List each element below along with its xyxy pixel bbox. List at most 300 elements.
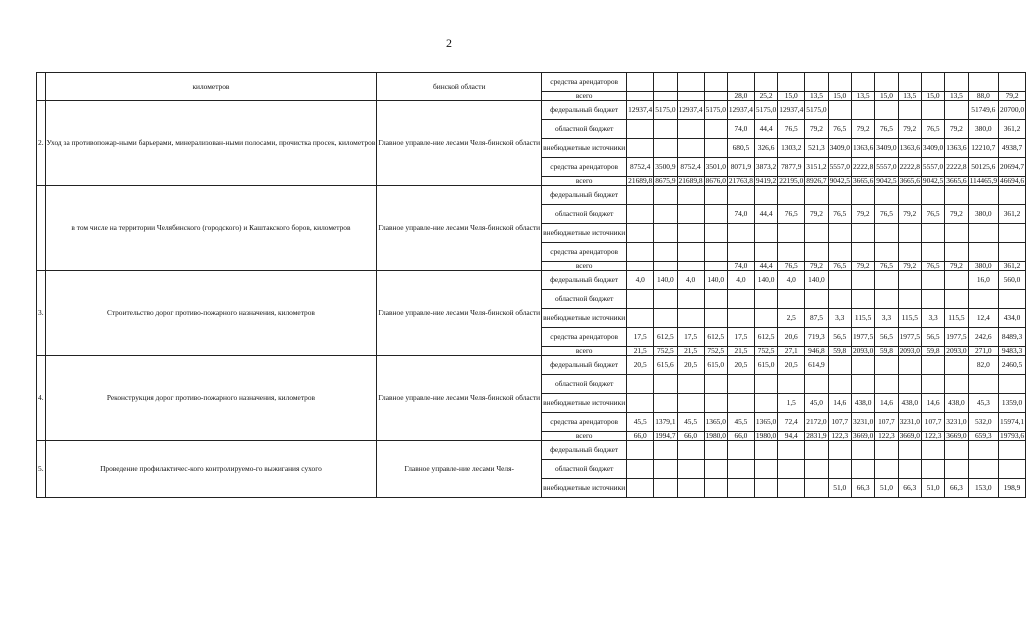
value-cell: 3409,0 — [828, 139, 851, 158]
value-cell: 20,5 — [677, 356, 704, 375]
value-cell — [999, 186, 1026, 205]
value-cell: 22195,0 — [779, 176, 804, 185]
value-cell: 79,2 — [898, 205, 921, 224]
value-cell — [654, 394, 677, 413]
value-cell: 72,4 — [778, 413, 805, 432]
value-cell: 21689,8 — [628, 176, 653, 185]
value-cell: 380,0 — [968, 262, 998, 271]
value-cell: 752,5 — [754, 347, 777, 356]
value-cell: 20700,0 — [999, 101, 1026, 120]
value-cell: 76,5 — [875, 262, 898, 271]
value-cell: 15974,1 — [999, 413, 1026, 432]
value-cell — [875, 290, 898, 309]
value-cell: 21,5 — [627, 347, 654, 356]
value-cell: 4938,7 — [999, 139, 1026, 158]
funding-source: средства арендаторов — [542, 243, 627, 262]
funding-source: внебюджетные источники — [542, 309, 627, 328]
value-cell: 434,0 — [999, 309, 1026, 328]
value-cell: 5557,0 — [921, 158, 944, 177]
value-cell: 8071,9 — [727, 158, 754, 177]
value-cell — [875, 441, 898, 460]
value-cell: 7877,9 — [778, 158, 805, 177]
value-cell: 46694,6 — [1000, 176, 1025, 185]
value-cell — [704, 309, 727, 328]
value-cell: 1365,0 — [704, 413, 727, 432]
value-cell — [805, 186, 828, 205]
value-cell: 271,0 — [968, 347, 998, 356]
value-cell — [627, 120, 654, 139]
value-cell — [677, 224, 704, 243]
value-cell — [704, 290, 727, 309]
value-cell — [627, 205, 654, 224]
value-cell — [677, 290, 704, 309]
value-cell: 51,0 — [828, 479, 851, 498]
value-cell — [921, 375, 944, 394]
value-cell: 2222,8 — [851, 158, 874, 177]
value-cell — [945, 271, 968, 290]
value-cell — [921, 73, 944, 92]
value-cell: 14,6 — [875, 394, 898, 413]
executor-name: Главное управле-ние лесами Челя-бинской области — [377, 101, 542, 186]
value-cell — [778, 375, 805, 394]
value-cell — [754, 186, 777, 205]
value-cell — [875, 375, 898, 394]
value-cell — [627, 186, 654, 205]
funding-source: областной бюджет — [542, 460, 627, 479]
value-cell: 3665,6 — [852, 176, 874, 185]
value-cell — [945, 186, 968, 205]
value-cell — [654, 290, 677, 309]
value-cell — [677, 92, 704, 101]
value-cell: 3231,0 — [851, 413, 874, 432]
value-cell: 1363,6 — [898, 139, 921, 158]
value-cell — [921, 224, 944, 243]
value-cell — [875, 101, 898, 120]
value-cell — [828, 356, 851, 375]
activity-name: Уход за противопожар-ными барьерами, минерализован-ными полосами, прочистка просек, километров — [45, 101, 377, 186]
value-cell: 3,3 — [921, 309, 944, 328]
value-cell — [754, 290, 777, 309]
value-cell — [875, 73, 898, 92]
value-cell — [704, 186, 727, 205]
value-cell — [945, 375, 968, 394]
value-cell: 21763,8 — [728, 176, 753, 185]
funding-source: внебюджетные источники — [542, 224, 627, 243]
value-cell — [627, 375, 654, 394]
value-cell: 1363,6 — [945, 139, 968, 158]
value-cell — [654, 186, 677, 205]
value-cell: 3669,0 — [852, 431, 874, 440]
value-cell: 107,7 — [875, 413, 898, 432]
value-cell: 51,0 — [921, 479, 944, 498]
value-cell: 612,5 — [704, 328, 727, 347]
value-cell: 79,2 — [851, 120, 874, 139]
value-cell: 66,0 — [727, 432, 754, 441]
value-cell — [704, 394, 727, 413]
value-cell: 1994,7 — [655, 431, 676, 440]
value-cell — [754, 243, 777, 262]
value-cell: 659,3 — [968, 432, 998, 441]
value-cell: 9042,5 — [922, 176, 944, 185]
executor-name: Главное управле-ние лесами Челя-бинской области — [377, 271, 542, 356]
value-cell — [898, 375, 921, 394]
value-cell — [828, 224, 851, 243]
value-cell — [704, 479, 727, 498]
value-cell: 3669,0 — [946, 431, 967, 440]
value-cell — [805, 460, 828, 479]
value-cell: 79,2 — [851, 262, 874, 271]
value-cell: 12,4 — [968, 309, 998, 328]
value-cell — [654, 441, 677, 460]
value-cell — [828, 73, 851, 92]
value-cell: 615,6 — [654, 356, 677, 375]
value-cell — [999, 290, 1026, 309]
value-cell — [875, 186, 898, 205]
value-cell: 76,5 — [921, 120, 944, 139]
value-cell: 20,5 — [727, 356, 754, 375]
value-cell: 66,3 — [945, 479, 968, 498]
value-cell: 8752,4 — [627, 158, 654, 177]
value-cell: 74,0 — [727, 205, 754, 224]
value-cell — [727, 309, 754, 328]
value-cell: 51,0 — [875, 479, 898, 498]
value-cell: 74,0 — [727, 120, 754, 139]
funding-source: областной бюджет — [542, 120, 627, 139]
value-cell — [828, 290, 851, 309]
value-cell: 122,3 — [921, 432, 944, 441]
value-cell: 1977,5 — [898, 328, 921, 347]
value-cell — [704, 243, 727, 262]
value-cell — [677, 375, 704, 394]
value-cell: 66,3 — [851, 479, 874, 498]
value-cell: 1,5 — [778, 394, 805, 413]
value-cell — [851, 243, 874, 262]
value-cell: 2093,0 — [946, 346, 967, 355]
value-cell: 76,5 — [875, 120, 898, 139]
value-cell — [851, 271, 874, 290]
value-cell: 438,0 — [851, 394, 874, 413]
value-cell: 9042,5 — [876, 176, 897, 185]
value-cell — [704, 120, 727, 139]
value-cell: 1363,6 — [851, 139, 874, 158]
table-row — [37, 73, 1026, 92]
value-cell — [898, 356, 921, 375]
value-cell — [627, 441, 654, 460]
value-cell: 107,7 — [828, 413, 851, 432]
value-cell — [945, 460, 968, 479]
activity-name: в том числе на территории Челябинского (городского) и Каштакского боров, километров — [45, 186, 377, 271]
value-cell — [727, 394, 754, 413]
value-cell: 15,0 — [778, 92, 805, 101]
value-cell: 3669,0 — [899, 431, 920, 440]
value-cell: 2222,8 — [945, 158, 968, 177]
value-cell: 8675,9 — [655, 176, 676, 185]
value-cell — [945, 101, 968, 120]
value-cell: 17,5 — [677, 328, 704, 347]
row-index — [37, 73, 46, 101]
value-cell — [727, 441, 754, 460]
value-cell — [921, 243, 944, 262]
value-cell — [754, 309, 777, 328]
value-cell — [778, 460, 805, 479]
value-cell: 13,5 — [805, 92, 828, 101]
value-cell — [654, 205, 677, 224]
value-cell — [968, 375, 998, 394]
value-cell: 3665,6 — [946, 176, 967, 185]
value-cell — [828, 271, 851, 290]
funding-source: федеральный бюджет — [542, 101, 627, 120]
value-cell: 612,5 — [754, 328, 777, 347]
funding-source: средства арендаторов — [542, 158, 627, 177]
value-cell: 612,5 — [654, 328, 677, 347]
value-cell: 107,7 — [921, 413, 944, 432]
value-cell: 50125,6 — [968, 158, 998, 177]
value-cell: 2093,0 — [899, 346, 920, 355]
funding-source: всего — [542, 92, 627, 101]
value-cell: 2,5 — [778, 309, 805, 328]
value-cell: 361,2 — [999, 120, 1026, 139]
value-cell: 115,5 — [851, 309, 874, 328]
value-cell: 361,2 — [999, 262, 1026, 271]
value-cell: 115,5 — [945, 309, 968, 328]
value-cell: 16,0 — [968, 271, 998, 290]
value-cell — [999, 224, 1026, 243]
value-cell: 20,5 — [627, 356, 654, 375]
value-cell — [754, 73, 777, 92]
value-cell: 1977,5 — [851, 328, 874, 347]
value-cell — [921, 441, 944, 460]
value-cell: 79,2 — [999, 92, 1026, 101]
value-cell — [945, 224, 968, 243]
value-cell — [851, 186, 874, 205]
value-cell: 3231,0 — [898, 413, 921, 432]
value-cell — [627, 460, 654, 479]
value-cell — [999, 243, 1026, 262]
value-cell — [778, 73, 805, 92]
value-cell: 20,5 — [778, 356, 805, 375]
value-cell — [968, 290, 998, 309]
value-cell: 9419,2 — [755, 176, 777, 185]
funding-source: федеральный бюджет — [542, 271, 627, 290]
value-cell: 79,2 — [945, 205, 968, 224]
table-row — [37, 186, 1026, 205]
value-cell: 59,8 — [828, 347, 851, 356]
value-cell — [945, 356, 968, 375]
value-cell — [677, 120, 704, 139]
value-cell — [627, 309, 654, 328]
table-row — [37, 271, 1026, 290]
value-cell: 3409,0 — [875, 139, 898, 158]
funding-source: всего — [542, 262, 627, 271]
value-cell — [677, 186, 704, 205]
value-cell: 20,6 — [778, 328, 805, 347]
value-cell: 79,2 — [898, 120, 921, 139]
value-cell — [778, 479, 805, 498]
value-cell — [704, 375, 727, 394]
value-cell — [654, 73, 677, 92]
value-cell: 3500,9 — [654, 158, 677, 177]
value-cell: 15,0 — [828, 92, 851, 101]
funding-source: средства арендаторов — [542, 413, 627, 432]
value-cell: 3665,6 — [899, 176, 920, 185]
value-cell: 79,2 — [945, 262, 968, 271]
value-cell — [805, 375, 828, 394]
value-cell: 1359,0 — [999, 394, 1026, 413]
value-cell — [704, 92, 727, 101]
value-cell: 198,9 — [999, 479, 1026, 498]
value-cell — [727, 290, 754, 309]
value-cell: 326,6 — [754, 139, 777, 158]
value-cell: 88,0 — [968, 92, 998, 101]
value-cell: 4,0 — [727, 271, 754, 290]
value-cell: 59,8 — [921, 347, 944, 356]
value-cell: 438,0 — [945, 394, 968, 413]
value-cell — [898, 243, 921, 262]
value-cell — [627, 262, 654, 271]
value-cell — [677, 441, 704, 460]
value-cell: 615,0 — [754, 356, 777, 375]
value-cell — [727, 460, 754, 479]
value-cell — [851, 460, 874, 479]
value-cell — [627, 394, 654, 413]
value-cell: 8676,0 — [705, 176, 726, 185]
value-cell — [875, 243, 898, 262]
value-cell: 5557,0 — [875, 158, 898, 177]
value-cell — [851, 356, 874, 375]
value-cell: 2172,0 — [805, 413, 828, 432]
value-cell: 1980,0 — [755, 431, 777, 440]
value-cell — [704, 224, 727, 243]
value-cell: 45,5 — [627, 413, 654, 432]
value-cell — [851, 290, 874, 309]
value-cell: 9042,5 — [829, 176, 850, 185]
value-cell — [921, 271, 944, 290]
value-cell — [875, 271, 898, 290]
row-index: 3. — [37, 271, 46, 356]
value-cell: 13,5 — [945, 92, 968, 101]
funding-source: областной бюджет — [542, 290, 627, 309]
value-cell: 752,5 — [704, 347, 727, 356]
value-cell: 140,0 — [704, 271, 727, 290]
value-cell: 79,2 — [805, 205, 828, 224]
value-cell — [727, 186, 754, 205]
value-cell: 2831,9 — [806, 431, 827, 440]
value-cell: 3409,0 — [921, 139, 944, 158]
value-cell: 2460,5 — [999, 356, 1026, 375]
value-cell: 1379,1 — [654, 413, 677, 432]
value-cell: 74,0 — [727, 262, 754, 271]
funding-source: внебюджетные источники — [542, 394, 627, 413]
value-cell — [727, 243, 754, 262]
value-cell: 82,0 — [968, 356, 998, 375]
value-cell: 59,8 — [875, 347, 898, 356]
value-cell — [968, 441, 998, 460]
value-cell: 79,2 — [805, 262, 828, 271]
value-cell — [898, 460, 921, 479]
value-cell: 140,0 — [754, 271, 777, 290]
value-cell — [828, 186, 851, 205]
page-number: 2 — [446, 36, 452, 50]
value-cell — [968, 460, 998, 479]
value-cell — [654, 92, 677, 101]
value-cell — [945, 441, 968, 460]
value-cell: 521,3 — [805, 139, 828, 158]
value-cell: 45,3 — [968, 394, 998, 413]
value-cell: 20694,7 — [999, 158, 1026, 177]
value-cell: 94,4 — [778, 432, 805, 441]
value-cell: 44,4 — [754, 262, 777, 271]
value-cell — [968, 186, 998, 205]
value-cell: 3,3 — [828, 309, 851, 328]
value-cell: 76,5 — [921, 205, 944, 224]
value-cell — [754, 224, 777, 243]
value-cell — [945, 73, 968, 92]
value-cell: 115,5 — [898, 309, 921, 328]
value-cell: 56,5 — [875, 328, 898, 347]
value-cell — [654, 479, 677, 498]
value-cell — [999, 441, 1026, 460]
funding-source: федеральный бюджет — [542, 356, 627, 375]
value-cell: 1980,0 — [705, 431, 726, 440]
value-cell: 13,5 — [898, 92, 921, 101]
value-cell — [805, 243, 828, 262]
activity-name: Строительство дорог противо-пожарного назначения, километров — [45, 271, 377, 356]
value-cell: 2222,8 — [898, 158, 921, 177]
value-cell: 66,3 — [898, 479, 921, 498]
value-cell — [627, 224, 654, 243]
value-cell: 12937,4 — [727, 101, 754, 120]
funding-source: областной бюджет — [542, 375, 627, 394]
value-cell — [627, 290, 654, 309]
value-cell — [677, 205, 704, 224]
value-cell: 12937,4 — [778, 101, 805, 120]
value-cell: 87,5 — [805, 309, 828, 328]
value-cell — [677, 139, 704, 158]
value-cell — [727, 224, 754, 243]
value-cell — [754, 375, 777, 394]
value-cell: 3873,2 — [754, 158, 777, 177]
value-cell: 76,5 — [778, 120, 805, 139]
value-cell: 44,4 — [754, 205, 777, 224]
value-cell: 12937,4 — [627, 101, 654, 120]
value-cell — [898, 101, 921, 120]
value-cell: 45,0 — [805, 394, 828, 413]
value-cell: 3501,0 — [704, 158, 727, 177]
value-cell — [727, 73, 754, 92]
executor-name: Главное управле-ние лесами Челя-бинской области — [377, 356, 542, 441]
value-cell: 380,0 — [968, 205, 998, 224]
value-cell: 27,1 — [778, 347, 805, 356]
value-cell: 56,5 — [828, 328, 851, 347]
executor-name: бинской области — [377, 73, 542, 101]
value-cell — [968, 224, 998, 243]
value-cell — [727, 479, 754, 498]
value-cell: 21,5 — [727, 347, 754, 356]
activity-name: Проведение профилактичес-кого контролируемо-го выжигания сухого — [45, 441, 377, 498]
value-cell: 1977,5 — [945, 328, 968, 347]
value-cell — [778, 224, 805, 243]
value-cell — [754, 479, 777, 498]
funding-source: средства арендаторов — [542, 328, 627, 347]
value-cell: 5557,0 — [828, 158, 851, 177]
value-cell — [805, 224, 828, 243]
value-cell — [704, 139, 727, 158]
value-cell: 614,9 — [805, 356, 828, 375]
value-cell: 946,8 — [805, 347, 828, 356]
value-cell — [677, 309, 704, 328]
executor-name: Главное управле-ние лесами Челя-бинской области — [377, 186, 542, 271]
row-index — [37, 186, 46, 271]
